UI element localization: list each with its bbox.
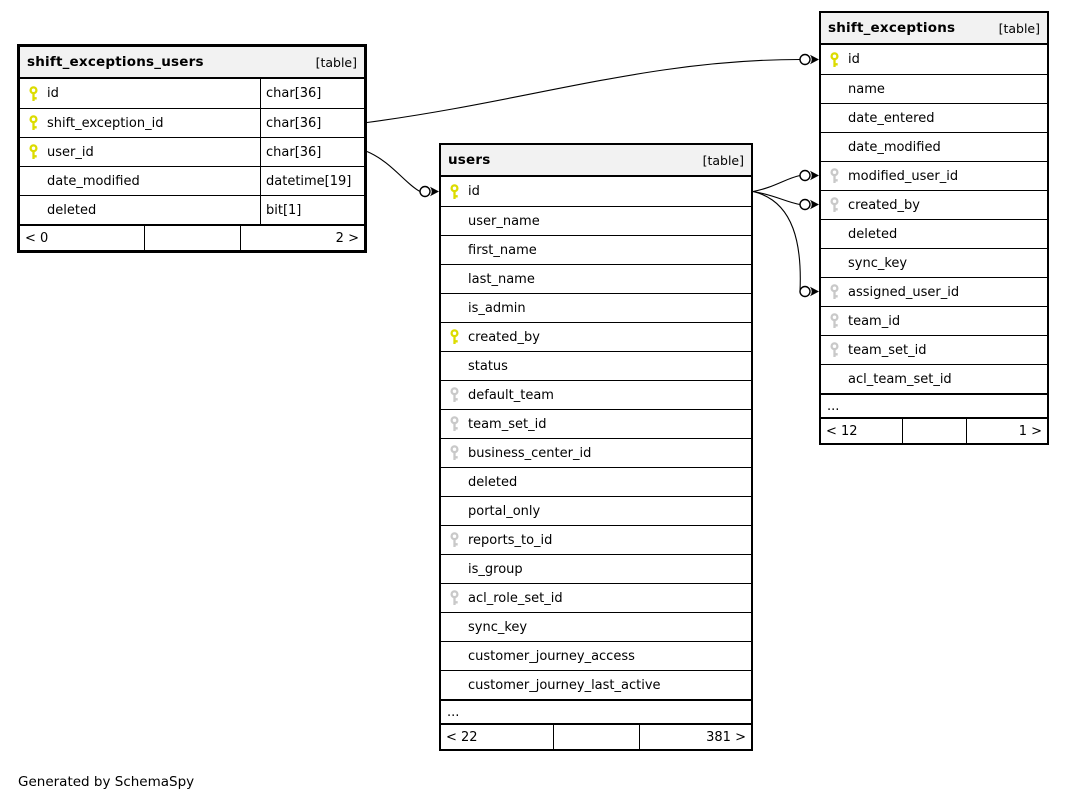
column-row: [441, 641, 751, 670]
column-name: created_by: [468, 329, 540, 345]
column-type: char[36]: [260, 138, 364, 166]
primary-key-icon: [821, 52, 848, 68]
column-row: [821, 190, 1047, 219]
column-name: name: [848, 81, 885, 97]
column-name-cell: [441, 526, 751, 554]
table-shift_exceptions_users: [17, 44, 367, 253]
footer-parents-count: < 12: [826, 423, 858, 439]
column-name-cell: [821, 336, 1047, 364]
column-name: created_by: [848, 197, 920, 213]
column-row: [441, 438, 751, 467]
footer-parents-count: < 0: [25, 230, 49, 246]
column-type: char[36]: [260, 109, 364, 137]
key-glyph: [829, 284, 841, 300]
column-name-cell: [441, 177, 751, 206]
column-name-cell: [441, 352, 751, 380]
relation-line: [753, 192, 800, 205]
column-row: [441, 496, 751, 525]
column-row: [821, 161, 1047, 190]
table-name-link[interactable]: shift_exceptions: [828, 20, 956, 36]
more-columns-ellipsis: ...: [441, 699, 751, 723]
column-name: default_team: [468, 387, 554, 403]
column-name-cell: [821, 365, 1047, 393]
cardinality-circle-icon: [800, 55, 810, 65]
column-row: [821, 132, 1047, 161]
column-name: portal_only: [468, 503, 541, 519]
table-name-link[interactable]: shift_exceptions_users: [27, 54, 204, 70]
more-columns-ellipsis: ...: [821, 393, 1047, 417]
relation-line: [753, 176, 800, 192]
key-glyph: [829, 313, 841, 329]
column-name-cell: [821, 75, 1047, 103]
column-name: deleted: [848, 226, 898, 242]
column-name: acl_role_set_id: [468, 590, 563, 606]
column-row: [441, 554, 751, 583]
foreign-key-icon: [821, 197, 848, 213]
column-name: date_modified: [47, 173, 140, 189]
column-name-cell: [821, 45, 1047, 74]
footer-children-count: 381 >: [639, 725, 751, 749]
column-name-cell: [441, 439, 751, 467]
column-name-cell: [441, 497, 751, 525]
foreign-key-icon: [441, 387, 468, 403]
column-name: id: [47, 86, 59, 101]
column-name: last_name: [468, 271, 535, 287]
column-row: [441, 409, 751, 438]
column-row: [441, 670, 751, 699]
table-name-link[interactable]: users: [448, 152, 491, 168]
table-header: [441, 145, 751, 177]
column-name-cell: [441, 671, 751, 699]
column-name: deleted: [468, 474, 518, 490]
foreign-key-icon: [821, 168, 848, 184]
column-name: user_name: [468, 213, 540, 229]
column-type: bit[1]: [260, 196, 364, 224]
column-name-cell: [20, 167, 260, 195]
cardinality-circle-icon: [800, 287, 810, 297]
column-name: date_modified: [848, 139, 941, 155]
key-glyph: [449, 184, 461, 200]
column-row: [20, 166, 364, 195]
cardinality-circle-icon: [800, 200, 810, 210]
foreign-key-icon: [821, 313, 848, 329]
column-type: datetime[19]: [260, 167, 364, 195]
column-name-cell: [441, 294, 751, 322]
relation-line: [753, 192, 800, 292]
column-name-cell: [441, 555, 751, 583]
column-name-cell: [821, 249, 1047, 277]
column-name-cell: [821, 162, 1047, 190]
column-name: team_set_id: [468, 416, 547, 432]
foreign-key-icon: [441, 590, 468, 606]
cardinality-arrow-icon: [430, 187, 439, 197]
table-footer: [441, 723, 751, 749]
key-glyph: [449, 416, 461, 432]
column-row: [441, 351, 751, 380]
table-type-badge: [table]: [702, 152, 744, 168]
column-row: [441, 583, 751, 612]
primary-key-icon: [441, 184, 468, 200]
column-name: modified_user_id: [848, 168, 959, 184]
column-row: [441, 612, 751, 641]
column-name-cell: [821, 278, 1047, 306]
column-name-cell: [441, 642, 751, 670]
column-row: [821, 103, 1047, 132]
cardinality-arrow-icon: [810, 200, 819, 210]
key-glyph: [28, 86, 40, 102]
key-glyph: [449, 329, 461, 345]
column-name-cell: [441, 410, 751, 438]
column-name: first_name: [468, 242, 537, 258]
column-name: id: [468, 184, 480, 199]
table-shift_exceptions: [819, 11, 1049, 445]
column-row: [821, 364, 1047, 393]
cardinality-arrow-icon: [810, 287, 819, 297]
column-row: [441, 380, 751, 409]
column-name: status: [468, 358, 508, 374]
foreign-key-icon: [821, 284, 848, 300]
key-glyph: [829, 197, 841, 213]
column-name: reports_to_id: [468, 532, 553, 548]
key-glyph: [829, 52, 841, 68]
column-row: [20, 195, 364, 224]
foreign-key-icon: [441, 532, 468, 548]
relation-line: [367, 152, 420, 192]
primary-key-icon: [441, 329, 468, 345]
column-name-cell: [20, 79, 260, 108]
column-name: user_id: [47, 144, 94, 160]
key-glyph: [449, 532, 461, 548]
column-name: is_group: [468, 561, 523, 577]
key-glyph: [829, 342, 841, 358]
column-row: [441, 467, 751, 496]
column-name: customer_journey_access: [468, 648, 635, 664]
table-type-badge: [table]: [315, 54, 357, 70]
generated-by-note: Generated by SchemaSpy: [18, 774, 195, 790]
footer-children-count: 1 >: [966, 419, 1047, 443]
key-glyph: [449, 387, 461, 403]
column-name-cell: [441, 265, 751, 293]
column-row: [441, 525, 751, 554]
foreign-key-icon: [441, 445, 468, 461]
column-name: sync_key: [468, 619, 528, 635]
key-glyph: [449, 590, 461, 606]
cardinality-arrow-icon: [810, 55, 819, 65]
column-row: [441, 322, 751, 351]
column-row: [441, 235, 751, 264]
column-name-cell: [441, 381, 751, 409]
column-name-cell: [441, 207, 751, 235]
column-name-cell: [441, 584, 751, 612]
cardinality-circle-icon: [800, 171, 810, 181]
key-glyph: [449, 445, 461, 461]
column-name-cell: [20, 196, 260, 224]
column-row: [441, 264, 751, 293]
column-row: [821, 277, 1047, 306]
column-name-cell: [441, 236, 751, 264]
key-glyph: [829, 168, 841, 184]
table-header: [821, 13, 1047, 45]
column-name: id: [848, 52, 860, 67]
column-name: assigned_user_id: [848, 284, 960, 300]
column-name-cell: [20, 109, 260, 137]
column-name: is_admin: [468, 300, 526, 316]
column-row: [441, 206, 751, 235]
column-name: date_entered: [848, 110, 935, 126]
column-type: char[36]: [260, 79, 364, 108]
column-row: [441, 293, 751, 322]
column-name-cell: [821, 191, 1047, 219]
table-users: [439, 143, 753, 751]
column-row: [20, 137, 364, 166]
foreign-key-icon: [441, 416, 468, 432]
column-row: [441, 177, 751, 206]
footer-spacer: [144, 226, 240, 250]
primary-key-icon: [20, 115, 47, 131]
column-name-cell: [821, 133, 1047, 161]
column-row: [20, 79, 364, 108]
footer-parents-count: < 22: [446, 729, 478, 745]
column-name: deleted: [47, 202, 97, 218]
column-rows: [821, 45, 1047, 393]
column-rows: [441, 177, 751, 699]
primary-key-icon: [20, 86, 47, 102]
column-name-cell: [441, 468, 751, 496]
column-name: customer_journey_last_active: [468, 677, 661, 693]
column-row: [821, 45, 1047, 74]
footer-children-count: 2 >: [240, 226, 364, 250]
column-name-cell: [20, 138, 260, 166]
column-row: [821, 74, 1047, 103]
key-glyph: [28, 115, 40, 131]
column-row: [20, 108, 364, 137]
column-row: [821, 219, 1047, 248]
column-name: business_center_id: [468, 445, 592, 461]
column-row: [821, 248, 1047, 277]
primary-key-icon: [20, 144, 47, 160]
column-name-cell: [441, 323, 751, 351]
column-name: acl_team_set_id: [848, 371, 952, 387]
cardinality-circle-icon: [420, 187, 430, 197]
column-row: [821, 335, 1047, 364]
cardinality-arrow-icon: [810, 171, 819, 181]
column-name: sync_key: [848, 255, 908, 271]
column-name: team_id: [848, 313, 901, 329]
table-footer: [821, 417, 1047, 443]
column-name-cell: [821, 220, 1047, 248]
column-row: [821, 306, 1047, 335]
table-footer: [20, 224, 364, 250]
footer-spacer: [553, 725, 640, 749]
column-rows: [20, 79, 364, 224]
key-glyph: [28, 144, 40, 160]
column-name-cell: [821, 307, 1047, 335]
footer-spacer: [902, 419, 965, 443]
column-name-cell: [821, 104, 1047, 132]
relation-line: [367, 60, 800, 123]
column-name: shift_exception_id: [47, 115, 164, 131]
foreign-key-icon: [821, 342, 848, 358]
table-type-badge: [table]: [998, 20, 1040, 36]
table-header: [20, 47, 364, 79]
column-name: team_set_id: [848, 342, 927, 358]
column-name-cell: [441, 613, 751, 641]
